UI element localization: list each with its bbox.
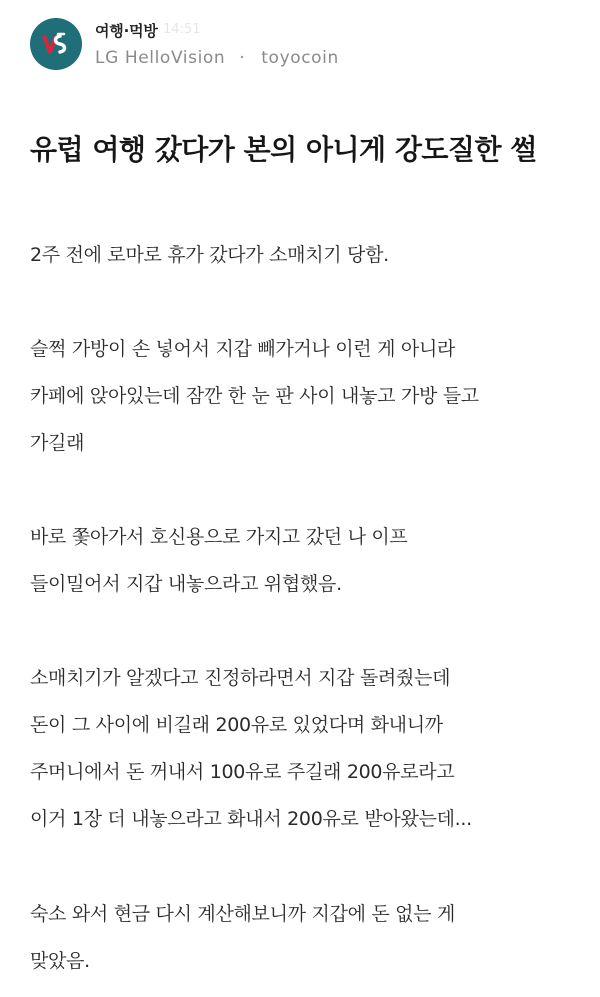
- post-paragraph: [30, 326, 575, 467]
- paragraph-line: 소매치기가 알겠다고 진정하라면서 지갑 돌려줬는데: [30, 667, 451, 689]
- author-name[interactable]: toyocoin: [261, 48, 339, 68]
- meta-separator: ·: [239, 48, 246, 68]
- paragraph-line: 바로 쫓아가서 호신용으로 가지고 갔던 나 이프: [30, 526, 408, 548]
- post-paragraph: [30, 232, 575, 279]
- paragraph-line: 이거 1장 더 내놓으라고 화내서 200유로 받아왔는데...: [30, 808, 472, 830]
- paragraph-line: 가길래: [30, 432, 85, 454]
- avatar[interactable]: [30, 18, 82, 70]
- paragraph-line: 숙소 와서 현금 다시 계산해보니까 지갑에 돈 없는 게: [30, 903, 456, 925]
- post-meta: [95, 48, 339, 68]
- provider-name[interactable]: LG HelloVision: [95, 48, 226, 68]
- post-paragraph: [30, 655, 575, 843]
- paragraph-line: 맞았음.: [30, 950, 90, 972]
- paragraph-line: 돈이 그 사이에 비길래 200유로 있었다며 화내니까: [30, 714, 443, 736]
- paragraph-line: 주머니에서 돈 꺼내서 100유로 주길래 200유로라고: [30, 761, 455, 783]
- post-header: [30, 18, 570, 72]
- post-paragraph: [30, 891, 575, 985]
- lg-hellovision-logo-icon: [40, 28, 72, 60]
- channel-name[interactable]: 여행·먹방: [95, 22, 158, 40]
- paragraph-line: 카페에 앉아있는데 잠깐 한 눈 판 사이 내놓고 가방 들고: [30, 385, 479, 407]
- post-title: 유럽 여행 갔다가 본의 아니게 강도질한 썰: [30, 133, 537, 166]
- paragraph-line: 슬쩍 가방이 손 넣어서 지갑 빼가거나 이런 게 아니라: [30, 338, 456, 360]
- paragraph-line: 들이밀어서 지갑 내놓으라고 위협했음.: [30, 573, 342, 595]
- paragraph-line: 2주 전에 로마로 휴가 갔다가 소매치기 당함.: [30, 244, 389, 266]
- post-paragraph: [30, 514, 575, 608]
- post-time: 14:51: [163, 22, 201, 37]
